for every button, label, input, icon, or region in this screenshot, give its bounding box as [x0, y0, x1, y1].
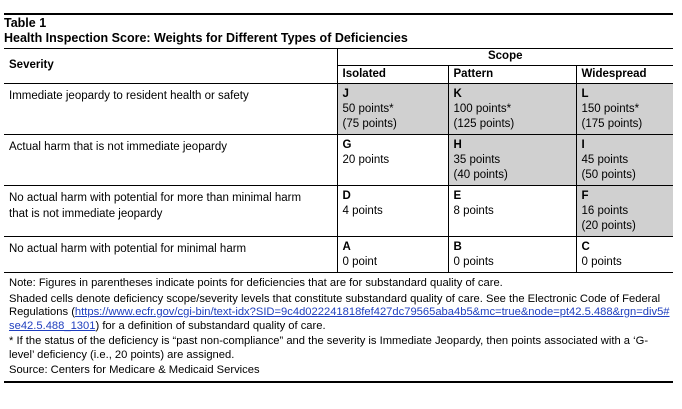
column-header-widespread: Widespread — [576, 66, 673, 84]
cell-code: J — [342, 88, 349, 100]
severity-label: Actual harm that is not immediate jeopardy — [4, 135, 337, 186]
severity-label-line: that is not immediate jeopardy — [9, 208, 163, 220]
score-cell — [337, 135, 448, 186]
cell-code: C — [581, 241, 590, 253]
score-cell — [448, 135, 576, 186]
score-cell — [448, 237, 576, 273]
cell-substandard-points: (75 points) — [342, 118, 397, 130]
column-header-pattern: Pattern — [448, 66, 576, 84]
table-figure — [4, 13, 673, 383]
cell-substandard-points: (175 points) — [581, 118, 643, 130]
cell-points: 16 points — [581, 205, 629, 217]
cell-code: H — [453, 139, 462, 151]
cell-code: A — [342, 241, 351, 253]
score-cell — [576, 237, 673, 273]
severity-label: Immediate jeopardy to resident health or safety — [4, 84, 337, 135]
severity-label: No actual harm with potential for minimal harm — [4, 237, 337, 273]
score-cell — [576, 135, 673, 186]
score-cell — [448, 186, 576, 237]
deficiency-weights-table — [4, 49, 673, 273]
table-row — [4, 237, 673, 273]
cell-code: G — [342, 139, 352, 151]
score-cell — [337, 237, 448, 273]
cell-code: L — [581, 88, 589, 100]
cell-substandard-points: (50 points) — [581, 169, 636, 181]
cell-points: 100 points* — [453, 103, 512, 115]
score-cell — [576, 186, 673, 237]
cell-points: 35 points — [453, 154, 501, 166]
table-title: Health Inspection Score: Weights for Different Types of Deficiencies — [4, 31, 408, 45]
note-shaded-cells — [9, 293, 673, 334]
table-notes — [4, 273, 673, 378]
cell-points: 45 points — [581, 154, 629, 166]
top-rule — [4, 13, 673, 15]
cell-code: E — [453, 190, 462, 202]
bottom-rule — [4, 381, 673, 383]
note-text: ) for a definition of substandard quality of care. — [95, 319, 326, 332]
column-header-isolated: Isolated — [337, 66, 448, 84]
table-row — [4, 135, 673, 186]
severity-header: Severity — [9, 59, 54, 71]
cell-points: 20 points — [342, 154, 390, 166]
cell-code: F — [581, 190, 589, 202]
table-row — [4, 186, 673, 237]
note-asterisk: * If the status of the deficiency is “past non-compliance” and the severity is Immediate Jeopardy, then points associated with a ‘G-level’ deficiency (i.e., 20 points) are assigned. — [9, 335, 649, 361]
cell-code: D — [342, 190, 351, 202]
cell-substandard-points: (20 points) — [581, 220, 636, 232]
severity-label — [4, 186, 337, 237]
table-label: Table 1 — [4, 16, 47, 30]
score-cell — [448, 84, 576, 135]
score-cell — [337, 84, 448, 135]
cell-points: 150 points* — [581, 103, 640, 115]
cell-code: I — [581, 139, 585, 151]
cell-points: 0 points — [453, 256, 494, 268]
cell-points: 0 points — [581, 256, 622, 268]
score-cell — [337, 186, 448, 237]
cell-points: 8 points — [453, 205, 494, 217]
severity-label-line: No actual harm with potential for more than minimal harm — [9, 192, 302, 204]
ecfr-link[interactable]: https://www.ecfr.gov/cgi-bin/text-idx?SID=9c4d022241818fef427dc79565aba4b5&mc=true&node=pt42.5.488&rgn=div5#se42.5.488_1301 — [9, 306, 670, 332]
cell-points: 0 point — [342, 256, 378, 268]
cell-code: B — [453, 241, 462, 253]
cell-substandard-points: (40 points) — [453, 169, 508, 181]
note-text: Shaded cells denote deficiency scope/severity levels that constitute substandard quality of care. See the Electronic Code of Federal Regulations ( — [9, 292, 661, 318]
scope-header: Scope — [337, 49, 673, 66]
score-cell — [576, 84, 673, 135]
cell-points: 4 points — [342, 205, 383, 217]
cell-code: K — [453, 88, 462, 100]
table-row — [4, 84, 673, 135]
cell-substandard-points: (125 points) — [453, 118, 515, 130]
note-parentheses: Note: Figures in parentheses indicate points for deficiencies that are for substandard quality of care. — [9, 277, 503, 289]
cell-points: 50 points* — [342, 103, 394, 115]
source-line: Source: Centers for Medicare & Medicaid Services — [9, 364, 260, 376]
